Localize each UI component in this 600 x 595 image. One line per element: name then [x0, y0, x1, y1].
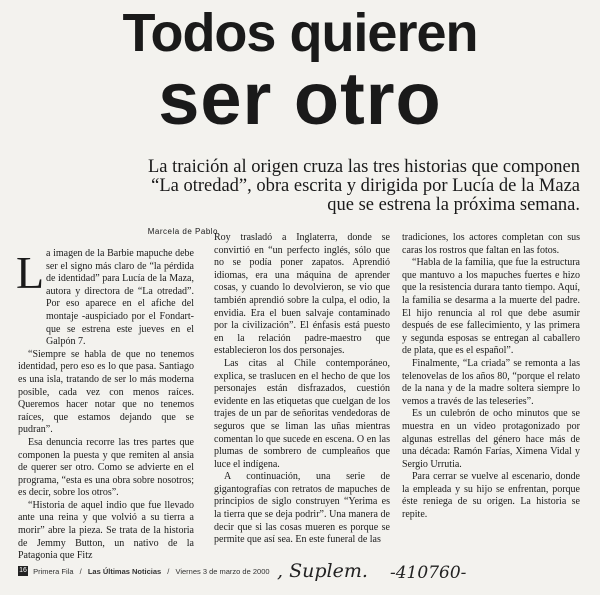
paragraph: “Habla de la familia, que fue la estructura que mantuvo a los mapuches fuertes e hizo que la resistencia durara tanto tiempo. Aquí, la familia se desarma a la muerte del padre. El hijo renuncia al rol que debe asumir después de ese fallecimiento, y las primera y segunda esposas se entregan al caballero de plata, que es el español”.: [402, 257, 580, 357]
headline-line-2: ser otro: [158, 57, 442, 140]
headline-line-1: Todos quieren: [122, 3, 478, 63]
handwritten-note: , Suplem.: [277, 560, 368, 582]
handwritten-code: -410760-: [390, 563, 467, 583]
page-number: 16: [19, 567, 27, 575]
section-name: Primera Fila: [33, 566, 74, 576]
paragraph: Roy trasladó a Inglaterra, donde se convirtió en “un perfecto inglés, sólo que no se podía poner zapatos. Aprendió idiomas, era una máquina de aprender cosas, y cuando lo devolvieron, se vio que también aprendió sobre la culpa, el odio, la envidia. Era el buen salvaje contaminado por la civilización”. El énfasis está puesto en la relación padre-maestro que establecieron los dos personajes.: [214, 232, 390, 357]
column-1: [18, 248, 194, 563]
paragraph: Finalmente, “La criada” se remonta a las telenovelas de los años 80, “porque el relato de la nana y de la madre soltera siempre lo vemos a través de las teleseries”.: [402, 357, 580, 407]
paragraph: Las citas al Chile contemporáneo, explica, se traslucen en el hecho de que los personajes están disfrazados, cuestión evidente en las etiquetas que cuelgan de los trajes de un par de señoritas vendedoras de seguros que se liman las uñas mientras comentan lo que sucede en escena. O en las plumas de sombrero de cumpleaños que luce el indígena.: [214, 357, 390, 470]
subtitle: La traición al origen cruza las tres historias que componen “La otredad”, obra escrita y dirigida por Lucía de la Maza que se estrena la próxima semana.: [147, 157, 580, 215]
publication-date: Viernes 3 de marzo de 2000: [175, 566, 270, 576]
paragraph: tradiciones, los actores completan con sus caras los rostros que faltan en las fotos.: [402, 232, 580, 256]
column-2: [214, 232, 390, 547]
drop-cap: L: [16, 247, 45, 298]
column-3: [402, 232, 580, 522]
paragraph: “Historia de aquel indio que fue llevado ante una reina y que volvió a su tierra a morir” abre la pieza. Se trata de la historia de Jemmy Button, un nativo de la Patagonia que Fitz: [18, 499, 194, 562]
paragraph: a imagen de la Barbie mapuche debe ser el signo más claro de “la pérdida de identidad” para Lucía de la Maza, autora y directora de “La otredad”. Por eso aparece en el afiche del montaje -auspiciado por el Fondart- que se estrena este jueves en el Galpón 7.: [46, 248, 194, 348]
paragraph: Es un culebrón de ocho minutos que se muestra en un video protagonizado por algunas estrellas del género hace más de una década: Ramón Farías, Ximena Vidal y Sergio Urrutia.: [402, 408, 580, 470]
paragraph: Para cerrar se vuelve al escenario, donde la empleada y su hijo se enfrentan, porque éste reniega de su origen. La historia se repite.: [402, 471, 580, 521]
paragraph: A continuación, una serie de gigantografías con retratos de mapuches de principios de siglo construyen “Yerima es la tierra que se deja podrir”. Una manera de decir que si las cosas mueren es porque se permite que así sea. En este funeral de las: [214, 471, 390, 546]
paragraph: “Siempre se habla de que no tenemos identidad, pero eso es lo que pasa. Santiago es una isla, tratando de ser lo más moderna posible, cada vez con menos raíces. Queremos hacer notar que no tenemos raíces, que estamos dejando que se pudran”.: [18, 348, 194, 436]
paragraph: Esa denuncia recorre las tres partes que componen la puesta y que remiten al ansia de querer ser otro. Como se advierte en el programa, “esta es una obra sobre nosotros; es decir, sobre los otros”.: [18, 436, 194, 499]
byline: Marcela de Pablo: [147, 227, 218, 236]
page-footer: 16 Primera Fila / Las Últimas Noticias / Viernes 3 de marzo de 2000: [19, 566, 270, 576]
newspaper-name: Las Últimas Noticias: [87, 566, 162, 576]
